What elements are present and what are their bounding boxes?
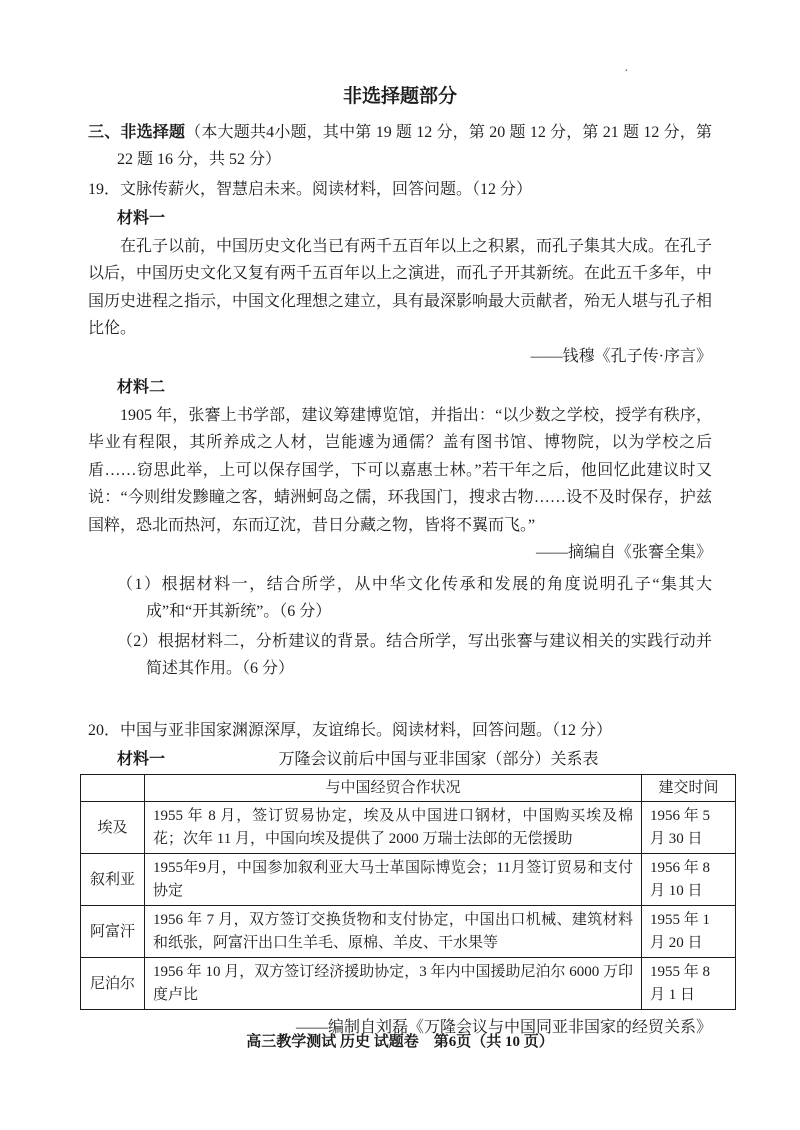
table-header-country	[81, 774, 145, 802]
date-cell: 1955 年 1 月 20 日	[642, 906, 736, 958]
cooperation-cell: 1956 年 10 月，双方签订经济援助协定，3 年内中国援助尼泊尔 6000 万印度卢比	[145, 958, 642, 1010]
date-cell: 1956 年 8 月 10 日	[642, 854, 736, 906]
table-header-date: 建交时间	[642, 774, 736, 802]
question-19-sub-1: （1）根据材料一，结合所学，从中华文化传承和发展的角度说明孔子“集其大成”和“开其新统”。（6 分）	[117, 575, 712, 621]
country-cell: 尼泊尔	[81, 958, 145, 1010]
table-row	[81, 906, 736, 958]
stray-mark: ·	[624, 64, 629, 79]
section-intro	[88, 119, 712, 174]
table-header-cooperation: 与中国经贸合作状况	[145, 774, 642, 802]
table-row	[81, 958, 736, 1010]
cooperation-cell: 1955 年 8 月，签订贸易协定，埃及从中国进口钢材，中国购买埃及棉花；次年 11 月，中国向埃及提供了 2000 万瑞士法郎的无偿援助	[145, 802, 642, 854]
relations-table	[80, 774, 736, 1011]
table-title: 万隆会议前后中国与亚非国家（部分）关系表	[278, 751, 599, 769]
material-2-source: ——摘编自《张謇全集》	[535, 544, 712, 562]
table-row	[81, 802, 736, 854]
material-1-label-q20: 材料一	[117, 751, 166, 769]
table-header-row	[81, 774, 736, 802]
section-title: 非选择题部分	[342, 86, 457, 107]
country-cell: 叙利亚	[81, 854, 145, 906]
material-1-source: ——钱穆《孔子传·序言》	[530, 347, 712, 365]
date-cell: 1955 年 8 月 1 日	[642, 958, 736, 1010]
country-cell: 埃及	[81, 802, 145, 854]
material-2-text: 1905 年，张謇上书学部，建议筹建博览馆，并指出：“以少数之学校，授学有秩序，毕业有程限，其所养成之人材，岂能遽为通儒？盖有图书馆、博物院，以为学校之后盾……窃思此举，上可以保存国学，下可以嘉惠士林。”若干年之后，他回忆此建议时又说：“今则绀发黪瞳之客，蜻洲蚵岛之儒，环我国门，搜求古物……设不及时保存，护兹国粹，恐北而热河，东而辽沈，昔日分藏之物，皆将不翼而飞。”	[88, 406, 712, 534]
question-19-sub-2: （2）根据材料二，分析建议的背景。结合所学，写出张謇与建议相关的实践行动并简述其作用。（6 分）	[117, 632, 712, 678]
material-1-text: 在孔子以前，中国历史文化当已有两千五百年以上之积累，而孔子集其大成。在孔子以后，中国历史文化又复有两千五百年以上之演进，而孔子开其新统。在此五千多年，中国历史进程之指示，中国文化理想之建立，具有最深影响最大贡献者，殆无人堪与孔子相比伦。	[88, 237, 713, 338]
cooperation-cell: 1956 年 7 月，双方签订交换货物和支付协定，中国出口机械、建筑材料和纸张，阿富汗出口生羊毛、原棉、羊皮、干水果等	[145, 906, 642, 958]
question-19-title: 19．文脉传薪火，智慧启未来。阅读材料，回答问题。（12 分）	[88, 180, 533, 198]
table-source: ——编制自刘磊《万隆会议与中国同亚非国家的经贸关系》	[295, 1019, 712, 1037]
question-20-title: 20．中国与亚非国家渊源深厚，友谊绵长。阅读材料，回答问题。（12 分）	[88, 721, 613, 739]
page-footer: 高三教学测试 历史 试题卷 第6页（共 10 页）	[246, 1034, 554, 1050]
country-cell: 阿富汗	[81, 906, 145, 958]
material-1-label: 材料一	[117, 210, 166, 228]
table-row	[81, 854, 736, 906]
date-cell: 1956 年 5 月 30 日	[642, 802, 736, 854]
material-2-label: 材料二	[117, 379, 166, 397]
section-intro-text: （本大题共4小题，其中第 19 题 12 分，第 20 题 12 分，第 21 题 12 分，第 22 题 16 分，共 52 分）	[117, 123, 712, 169]
table-caption-row	[117, 746, 712, 774]
cooperation-cell: 1955年9月，中国参加叙利亚大马士革国际博览会；11月签订贸易和支付协定	[145, 854, 642, 906]
section-intro-label: 三、非选择题	[88, 123, 186, 141]
